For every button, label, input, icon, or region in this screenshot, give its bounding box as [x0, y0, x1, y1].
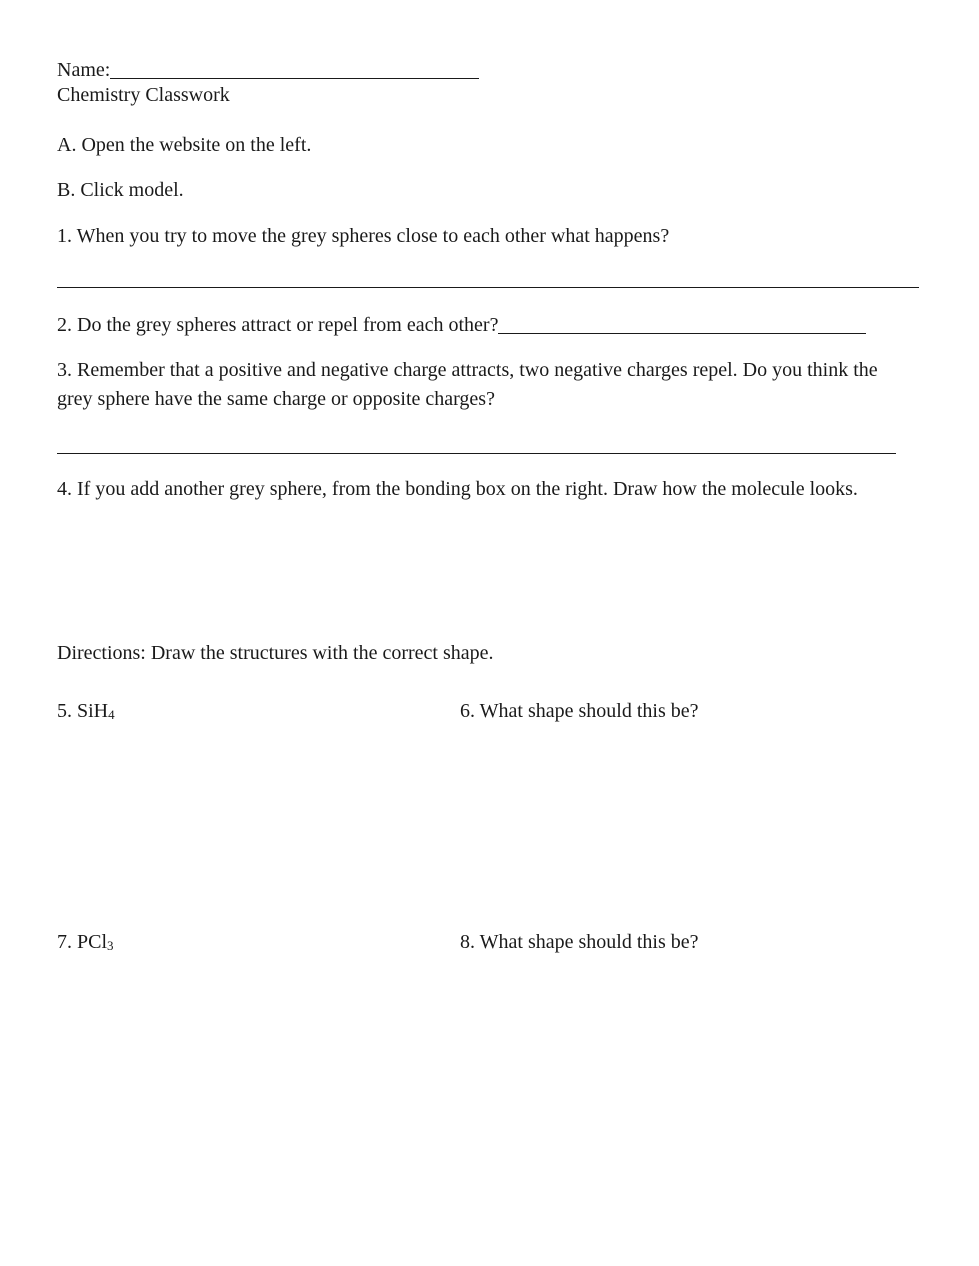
drawing-area-6[interactable]: [460, 730, 910, 920]
directions: Directions: Draw the structures with the correct shape.: [57, 642, 494, 664]
name-line: [57, 57, 479, 83]
question-5-text: 5. SiH: [57, 700, 109, 722]
answer-line-1[interactable]: [57, 287, 919, 288]
worksheet-title: Chemistry Classwork: [57, 84, 230, 106]
name-label: Name:: [57, 59, 111, 81]
name-field[interactable]: [110, 60, 479, 79]
question-3: 3. Remember that a positive and negative charge attracts, two negative charges repel. Do you think the grey sphere have the same charge or opposite charges?: [57, 359, 878, 410]
step-b: B. Click model.: [57, 179, 184, 201]
answer-line-3[interactable]: [57, 453, 896, 454]
question-7: [57, 929, 114, 955]
answer-line-2[interactable]: [498, 315, 866, 334]
question-8: 8. What shape should this be?: [460, 931, 699, 953]
drawing-area-4[interactable]: [57, 540, 917, 630]
question-5: [57, 698, 115, 724]
drawing-area-8[interactable]: [460, 962, 910, 1182]
question-2: 2. Do the grey spheres attract or repel from each other?: [57, 314, 499, 336]
step-a: A. Open the website on the left.: [57, 134, 312, 156]
drawing-area-5[interactable]: [57, 730, 437, 920]
question-1: 1. When you try to move the grey spheres close to each other what happens?: [57, 225, 670, 247]
question-4: 4. If you add another grey sphere, from the bonding box on the right. Draw how the molecule looks.: [57, 478, 858, 500]
question-2-line: [57, 312, 866, 338]
drawing-area-7[interactable]: [57, 962, 437, 1182]
question-5-subscript: 4: [108, 707, 115, 722]
question-7-text: 7. PCl: [57, 931, 108, 953]
question-7-subscript: 3: [107, 938, 114, 953]
question-6: 6. What shape should this be?: [460, 700, 699, 722]
